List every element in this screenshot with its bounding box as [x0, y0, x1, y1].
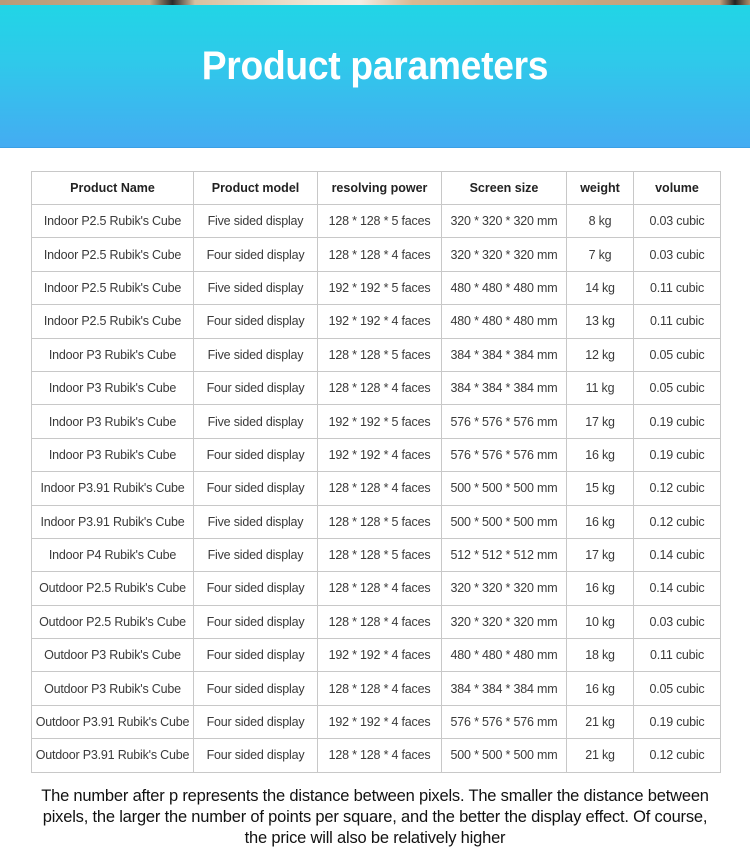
cell-resolving-power: 192 * 192 * 4 faces — [318, 438, 442, 471]
cell-resolving-power: 128 * 128 * 5 faces — [318, 538, 442, 571]
cell-volume: 0.19 cubic — [634, 705, 721, 738]
table-row — [32, 672, 721, 705]
cell-volume: 0.11 cubic — [634, 639, 721, 672]
cell-product-model: Five sided display — [194, 505, 318, 538]
cell-product-name: Indoor P3 Rubik's Cube — [32, 438, 194, 471]
cell-weight: 14 kg — [567, 271, 634, 304]
cell-product-model: Four sided display — [194, 238, 318, 271]
cell-product-model: Four sided display — [194, 371, 318, 404]
cell-resolving-power: 128 * 128 * 5 faces — [318, 505, 442, 538]
cell-screen-size: 500 * 500 * 500 mm — [442, 739, 567, 772]
cell-screen-size: 320 * 320 * 320 mm — [442, 238, 567, 271]
cell-volume: 0.03 cubic — [634, 238, 721, 271]
table-row — [32, 338, 721, 371]
cell-volume: 0.12 cubic — [634, 505, 721, 538]
column-header-product-name: Product Name — [32, 172, 194, 205]
cell-volume: 0.19 cubic — [634, 438, 721, 471]
cell-product-name: Indoor P3 Rubik's Cube — [32, 405, 194, 438]
cell-screen-size: 576 * 576 * 576 mm — [442, 438, 567, 471]
table-row — [32, 705, 721, 738]
cell-weight: 16 kg — [567, 572, 634, 605]
table-row — [32, 371, 721, 404]
cell-weight: 18 kg — [567, 639, 634, 672]
cell-product-name: Indoor P3.91 Rubik's Cube — [32, 505, 194, 538]
cell-screen-size: 500 * 500 * 500 mm — [442, 505, 567, 538]
cell-product-name: Indoor P2.5 Rubik's Cube — [32, 238, 194, 271]
cell-product-name: Indoor P3.91 Rubik's Cube — [32, 472, 194, 505]
cell-screen-size: 320 * 320 * 320 mm — [442, 205, 567, 238]
cell-volume: 0.03 cubic — [634, 605, 721, 638]
cell-product-model: Four sided display — [194, 739, 318, 772]
cell-resolving-power: 128 * 128 * 4 faces — [318, 238, 442, 271]
cell-volume: 0.19 cubic — [634, 405, 721, 438]
table-row — [32, 505, 721, 538]
cell-product-name: Indoor P2.5 Rubik's Cube — [32, 305, 194, 338]
table-row — [32, 639, 721, 672]
cell-product-name: Outdoor P2.5 Rubik's Cube — [32, 572, 194, 605]
cell-product-model: Four sided display — [194, 605, 318, 638]
cell-screen-size: 384 * 384 * 384 mm — [442, 338, 567, 371]
cell-product-model: Five sided display — [194, 205, 318, 238]
column-header-resolving-power: resolving power — [318, 172, 442, 205]
cell-weight: 21 kg — [567, 739, 634, 772]
column-header-product-model: Product model — [194, 172, 318, 205]
cell-product-name: Outdoor P3 Rubik's Cube — [32, 639, 194, 672]
cell-volume: 0.12 cubic — [634, 739, 721, 772]
table-row — [32, 305, 721, 338]
cell-screen-size: 320 * 320 * 320 mm — [442, 572, 567, 605]
cell-product-model: Five sided display — [194, 405, 318, 438]
table-row — [32, 739, 721, 772]
cell-product-model: Four sided display — [194, 639, 318, 672]
cell-product-name: Indoor P4 Rubik's Cube — [32, 538, 194, 571]
cell-resolving-power: 128 * 128 * 4 faces — [318, 605, 442, 638]
cell-resolving-power: 192 * 192 * 5 faces — [318, 271, 442, 304]
table-row — [32, 572, 721, 605]
cell-product-model: Four sided display — [194, 572, 318, 605]
cell-screen-size: 384 * 384 * 384 mm — [442, 371, 567, 404]
cell-product-model: Four sided display — [194, 438, 318, 471]
table-row — [32, 538, 721, 571]
cell-weight: 15 kg — [567, 472, 634, 505]
cell-product-model: Four sided display — [194, 672, 318, 705]
table-row — [32, 238, 721, 271]
cell-screen-size: 500 * 500 * 500 mm — [442, 472, 567, 505]
cell-screen-size: 384 * 384 * 384 mm — [442, 672, 567, 705]
cell-weight: 17 kg — [567, 538, 634, 571]
cell-screen-size: 576 * 576 * 576 mm — [442, 705, 567, 738]
cell-weight: 16 kg — [567, 672, 634, 705]
cell-weight: 10 kg — [567, 605, 634, 638]
cell-screen-size: 576 * 576 * 576 mm — [442, 405, 567, 438]
cell-product-name: Outdoor P2.5 Rubik's Cube — [32, 605, 194, 638]
cell-product-model: Five sided display — [194, 338, 318, 371]
pixel-pitch-footnote: The number after p represents the distance between pixels. The smaller the distance between pixels, the larger the number of points per square, and the better the display effect. Of course, the price will also be relatively higher — [41, 787, 709, 847]
cell-volume: 0.03 cubic — [634, 205, 721, 238]
column-header-volume: volume — [634, 172, 721, 205]
cell-product-name: Outdoor P3 Rubik's Cube — [32, 672, 194, 705]
cell-product-model: Four sided display — [194, 705, 318, 738]
cell-resolving-power: 192 * 192 * 4 faces — [318, 705, 442, 738]
cell-weight: 16 kg — [567, 505, 634, 538]
cell-resolving-power: 128 * 128 * 4 faces — [318, 371, 442, 404]
cell-weight: 7 kg — [567, 238, 634, 271]
cell-screen-size: 480 * 480 * 480 mm — [442, 305, 567, 338]
table-row — [32, 605, 721, 638]
cell-volume: 0.05 cubic — [634, 672, 721, 705]
cell-product-model: Five sided display — [194, 271, 318, 304]
cell-weight: 17 kg — [567, 405, 634, 438]
cell-screen-size: 512 * 512 * 512 mm — [442, 538, 567, 571]
cell-weight: 8 kg — [567, 205, 634, 238]
table-row — [32, 271, 721, 304]
cell-resolving-power: 128 * 128 * 5 faces — [318, 205, 442, 238]
table-header-row — [32, 172, 721, 205]
header-banner — [0, 5, 750, 148]
cell-product-model: Five sided display — [194, 538, 318, 571]
cell-resolving-power: 192 * 192 * 5 faces — [318, 405, 442, 438]
cell-resolving-power: 128 * 128 * 5 faces — [318, 338, 442, 371]
table-row — [32, 205, 721, 238]
cell-product-name: Indoor P2.5 Rubik's Cube — [32, 205, 194, 238]
table-row — [32, 405, 721, 438]
cell-screen-size: 320 * 320 * 320 mm — [442, 605, 567, 638]
cell-volume: 0.14 cubic — [634, 572, 721, 605]
cell-product-name: Outdoor P3.91 Rubik's Cube — [32, 705, 194, 738]
cell-resolving-power: 128 * 128 * 4 faces — [318, 739, 442, 772]
column-header-weight: weight — [567, 172, 634, 205]
cell-resolving-power: 128 * 128 * 4 faces — [318, 672, 442, 705]
cell-resolving-power: 192 * 192 * 4 faces — [318, 639, 442, 672]
cell-volume: 0.05 cubic — [634, 371, 721, 404]
cell-volume: 0.11 cubic — [634, 271, 721, 304]
cell-product-model: Four sided display — [194, 305, 318, 338]
cell-product-name: Outdoor P3.91 Rubik's Cube — [32, 739, 194, 772]
cell-volume: 0.14 cubic — [634, 538, 721, 571]
cell-product-model: Four sided display — [194, 472, 318, 505]
cell-product-name: Indoor P3 Rubik's Cube — [32, 371, 194, 404]
product-parameters-table — [31, 171, 721, 773]
cell-screen-size: 480 * 480 * 480 mm — [442, 271, 567, 304]
cell-volume: 0.12 cubic — [634, 472, 721, 505]
cell-resolving-power: 128 * 128 * 4 faces — [318, 572, 442, 605]
page-title: Product parameters — [201, 44, 549, 88]
cell-resolving-power: 128 * 128 * 4 faces — [318, 472, 442, 505]
cell-weight: 21 kg — [567, 705, 634, 738]
table-row — [32, 438, 721, 471]
cell-weight: 13 kg — [567, 305, 634, 338]
cell-screen-size: 480 * 480 * 480 mm — [442, 639, 567, 672]
cell-product-name: Indoor P2.5 Rubik's Cube — [32, 271, 194, 304]
cell-weight: 12 kg — [567, 338, 634, 371]
cell-volume: 0.11 cubic — [634, 305, 721, 338]
table-row — [32, 472, 721, 505]
cell-weight: 16 kg — [567, 438, 634, 471]
cell-weight: 11 kg — [567, 371, 634, 404]
column-header-screen-size: Screen size — [442, 172, 567, 205]
cell-resolving-power: 192 * 192 * 4 faces — [318, 305, 442, 338]
cell-volume: 0.05 cubic — [634, 338, 721, 371]
cell-product-name: Indoor P3 Rubik's Cube — [32, 338, 194, 371]
